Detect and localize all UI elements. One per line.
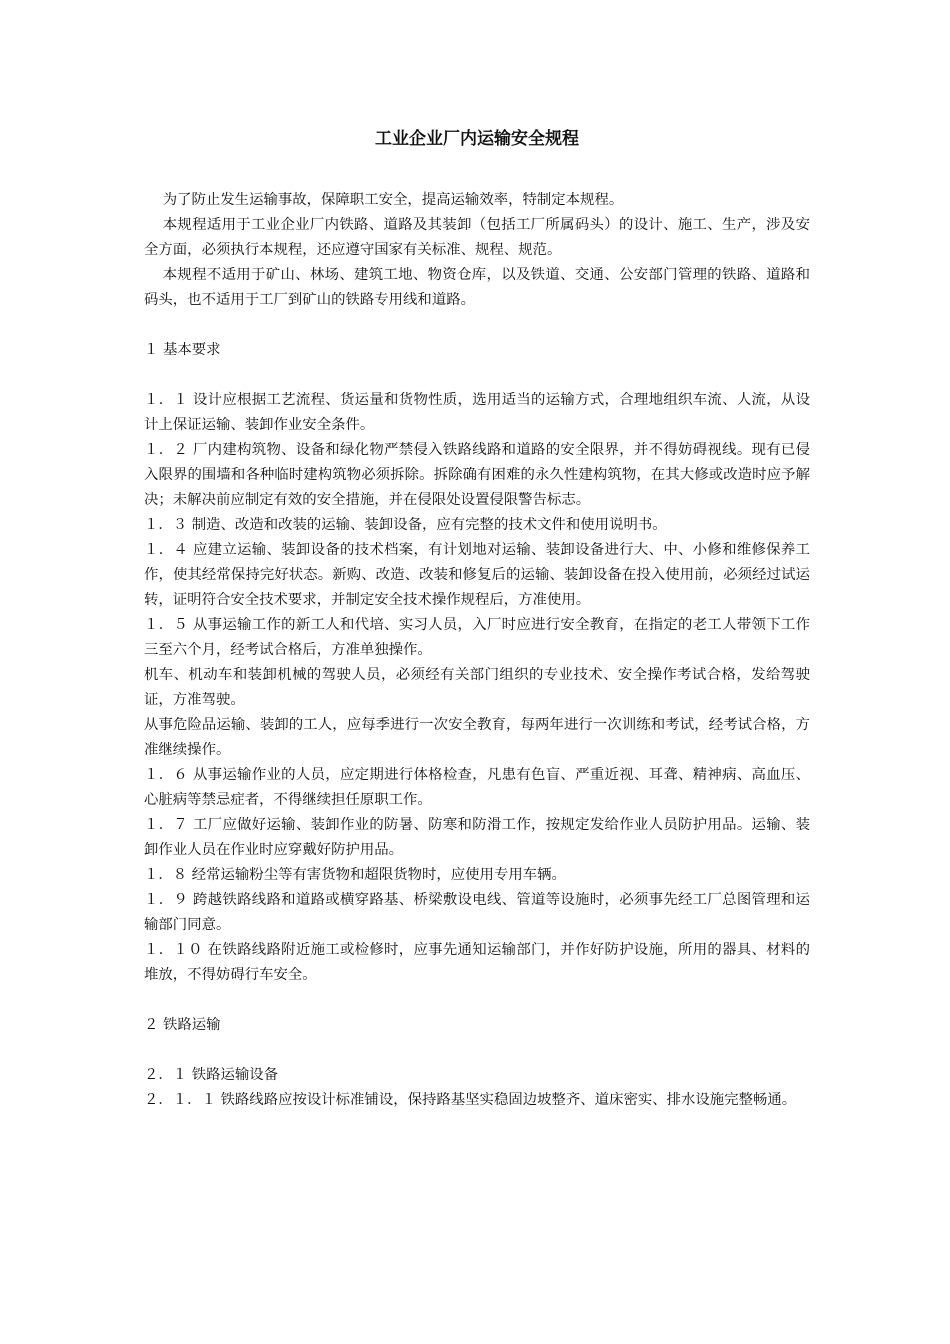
- clause-paragraph: ２．１．１ 铁路线路应按设计标准铺设，保持路基坚实稳固边坡整齐、道床密实、排水设施完整畅通。: [144, 1092, 797, 1108]
- intro-paragraph: 为了防止发生运输事故，保障职工安全，提高运输效率，特制定本规程。: [162, 192, 624, 208]
- spacer: [144, 988, 810, 1013]
- clause-paragraph: １．６ 从事运输作业的人员，应定期进行体格检查，凡患有色盲、严重近视、耳聋、精神病、高血压、心脏病等禁忌症者，不得继续担任原职工作。: [144, 767, 810, 808]
- section-heading: １ 基本要求: [144, 342, 221, 358]
- clause-paragraph: １．７ 工厂应做好运输、装卸作业的防暑、防寒和防滑工作，按规定发给作业人员防护用品。运输、装卸作业人员在作业时应穿戴好防护用品。: [144, 817, 810, 858]
- subsection-heading: ２．１ 铁路运输设备: [144, 1067, 279, 1083]
- document-title: 工业企业厂内运输安全规程: [375, 129, 579, 149]
- spacer: [144, 363, 810, 388]
- clause-paragraph: １．５ 从事运输工作的新工人和代培、实习人员，入厂时应进行安全教育，在指定的老工人带领下工作三至六个月，经考试合格后，方准单独操作。: [144, 617, 810, 658]
- clause-paragraph: １．１ 设计应根据工艺流程、货运量和货物性质，选用适当的运输方式，合理地组织车流、人流，从设计上保证运输、装卸作业安全条件。: [144, 392, 810, 433]
- intro-paragraph: 本规程适用于工业企业厂内铁路、道路及其装卸（包括工厂所属码头）的设计、施工、生产，涉及安全方面，必须执行本规程，还应遵守国家有关标准、规程、规范。: [144, 217, 810, 258]
- clause-paragraph: １．４ 应建立运输、装卸设备的技术档案，有计划地对运输、装卸设备进行大、中、小修和维修保养工作，使其经常保持完好状态。新购、改造、改装和修复后的运输、装卸设备在投入使用前，必须经过试运转，证明符合安全技术要求，并制定安全技术操作规程后，方准使用。: [144, 542, 810, 608]
- clause-paragraph: １．８ 经常运输粉尘等有害货物和超限货物时，应使用专用车辆。: [144, 867, 566, 883]
- section-heading: ２ 铁路运输: [144, 1017, 221, 1033]
- clause-paragraph: １．２ 厂内建构筑物、设备和绿化物严禁侵入铁路线路和道路的安全限界，并不得妨碍视线。现有已侵入限界的围墙和各种临时建构筑物必须拆除。拆除确有困难的永久性建构筑物，在其大修或改造时应予解决；未解决前应制定有效的安全措施，并在侵限处设置侵限警告标志。: [144, 442, 810, 508]
- clause-paragraph: １．１０ 在铁路线路附近施工或检修时，应事先通知运输部门，并作好防护设施，所用的器具、材料的堆放，不得妨碍行车安全。: [144, 942, 810, 983]
- spacer: [144, 1038, 810, 1063]
- clause-paragraph: 从事危险品运输、装卸的工人，应每季进行一次安全教育，每两年进行一次训练和考试，经考试合格，方准继续操作。: [144, 717, 810, 758]
- spacer: [144, 313, 810, 338]
- clause-paragraph: １．３ 制造、改造和改装的运输、装卸设备，应有完整的技术文件和使用说明书。: [144, 517, 667, 533]
- intro-paragraph: 本规程不适用于矿山、林场、建筑工地、物资仓库，以及铁道、交通、公安部门管理的铁路、道路和码头，也不适用于工厂到矿山的铁路专用线和道路。: [144, 267, 810, 308]
- clause-paragraph: 机车、机动车和装卸机械的驾驶人员，必须经有关部门组织的专业技术、安全操作考试合格，发给驾驶证，方准驾驶。: [144, 667, 810, 708]
- clause-paragraph: １．９ 跨越铁路线路和道路或横穿路基、桥梁敷设电线、管道等设施时，必须事先经工厂总图管理和运输部门同意。: [144, 892, 810, 933]
